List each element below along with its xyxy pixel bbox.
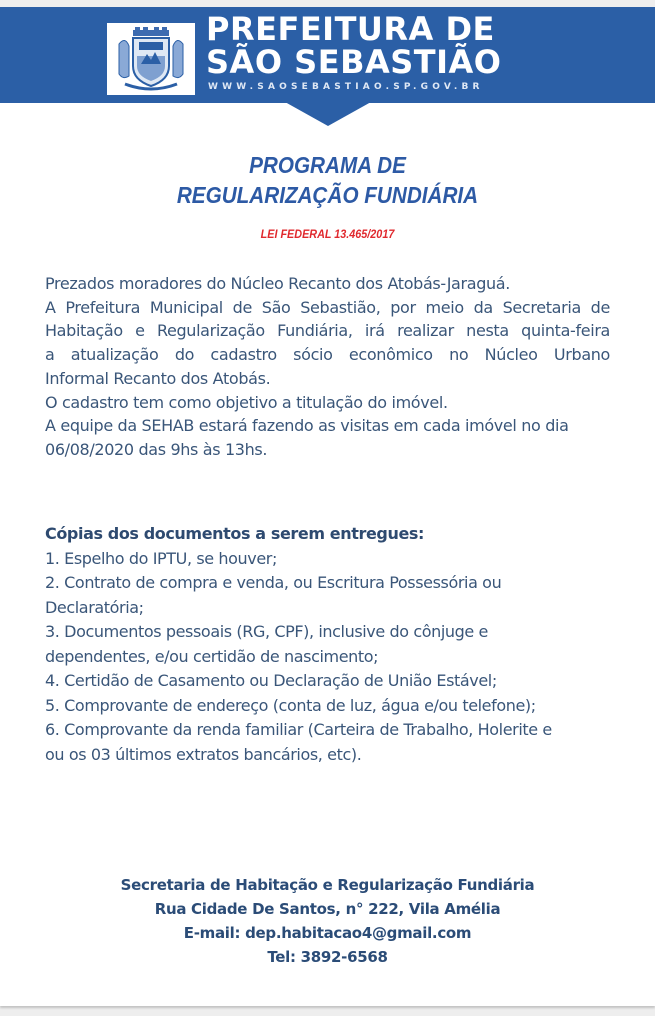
program-title-line2: REGULARIZAÇÃO FUNDIÁRIA bbox=[176, 182, 479, 208]
list-item-text: Declaratória; bbox=[45, 597, 144, 617]
visit-date-line: 06/08/2020 das 9hs às 13hs. bbox=[45, 439, 268, 459]
email: E-mail: dep.habitacao4@gmail.com bbox=[183, 924, 472, 942]
banner-url: WWW.SAOSEBASTIAO.SP.GOV.BR bbox=[208, 82, 484, 92]
banner-title-line1: PREFEITURA DE bbox=[206, 10, 495, 48]
paragraph-line: A Prefeitura Municipal de São Sebastião, por meio da Secretaria de bbox=[45, 297, 610, 317]
header-banner bbox=[0, 7, 655, 103]
banner-pointer-arrow bbox=[285, 102, 371, 126]
paragraph-line: a atualização do cadastro sócio econômico no Núcleo Urbano bbox=[45, 345, 610, 365]
flyer-page bbox=[0, 7, 655, 1006]
documents-title: Cópias dos documentos a serem entregues: bbox=[45, 524, 425, 543]
banner-title-line2: SÃO SEBASTIÃO bbox=[206, 43, 502, 81]
visit-line: A equipe da SEHAB estará fazendo as visitas em cada imóvel no dia bbox=[45, 416, 569, 436]
list-item-text: 6. Comprovante da renda familiar (Carteira de Trabalho, Holerite e bbox=[45, 720, 552, 739]
paragraph-line: Habitação e Regularização Fundiária, irá realizar nesta quinta-feira bbox=[45, 321, 610, 341]
paragraph-line: Informal Recanto dos Atobás. bbox=[45, 368, 271, 388]
list-item bbox=[45, 620, 620, 669]
list-item-text: ou os 03 últimos extratos bancários, etc). bbox=[45, 744, 362, 764]
phone: Tel: 3892-6568 bbox=[267, 948, 388, 966]
list-item-text: 1. Espelho do IPTU, se houver; bbox=[45, 548, 277, 568]
list-item-text: dependentes, e/ou certidão de nascimento; bbox=[45, 646, 379, 666]
banner-title bbox=[206, 10, 502, 81]
list-item-text: 3. Documentos pessoais (RG, CPF), inclusive do cônjuge e bbox=[45, 622, 488, 641]
list-item bbox=[45, 718, 620, 767]
coat-of-arms-icon bbox=[107, 23, 195, 95]
program-title bbox=[33, 150, 623, 210]
list-item-text: 2. Contrato de compra e venda, ou Escritura Possessória ou bbox=[45, 573, 502, 592]
law-reference: LEI FEDERAL 13.465/2017 bbox=[260, 227, 395, 241]
announcement-body bbox=[45, 272, 610, 462]
objective-line: O cadastro tem como objetivo a titulação do imóvel. bbox=[45, 392, 448, 412]
list-item-text: 5. Comprovante de endereço (conta de luz, água e/ou telefone); bbox=[45, 695, 536, 715]
address: Rua Cidade De Santos, n° 222, Vila Amélia bbox=[154, 900, 501, 918]
list-item bbox=[45, 669, 620, 694]
documents-section bbox=[45, 522, 620, 767]
greeting: Prezados moradores do Núcleo Recanto dos Atobás-Jaraguá. bbox=[45, 274, 510, 293]
contact-footer bbox=[0, 873, 655, 969]
list-item bbox=[45, 571, 620, 620]
documents-list bbox=[45, 547, 620, 768]
list-item bbox=[45, 547, 620, 572]
department-name: Secretaria de Habitação e Regularização Fundiária bbox=[120, 876, 535, 894]
list-item bbox=[45, 694, 620, 719]
program-title-line1: PROGRAMA DE bbox=[249, 152, 406, 178]
list-item-text: 4. Certidão de Casamento ou Declaração de União Estável; bbox=[45, 671, 497, 690]
